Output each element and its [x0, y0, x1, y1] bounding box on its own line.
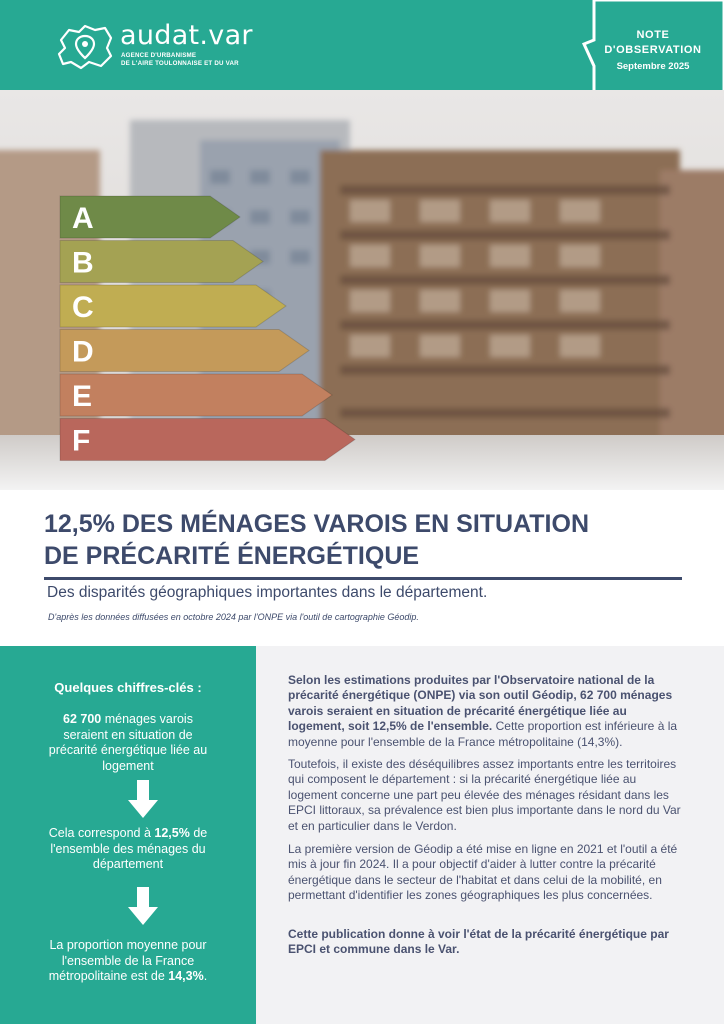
key-figures-heading: Quelques chiffres-clés : [54, 680, 202, 695]
brand-sub-line1: AGENCE D'URBANISME [121, 52, 197, 59]
body-paragraph-2: Toutefois, il existe des déséquilibres assez importants entre les territoires qui composent le département : si la précarité énergétique liée au logement concerne une part peu élevée des ménages résidant dans les EPCI littoraux, sa prévalence est bien plus importante dans le nord du Var et en particulier dans le Verdon. [288, 757, 681, 833]
brand-name: audat.var [120, 20, 253, 51]
body-paragraph-4-bold: Cette publication donne à voir l'état de la précarité énergétique par EPCI et commune dans le Var. [288, 927, 669, 957]
key-figure-value: 14,3% [168, 969, 204, 984]
key-figures-panel [0, 646, 256, 1024]
body-paragraph-1-bold: Selon les estimations produites par l'Observatoire national de la précarité énergétique (ONPE) via son outil Géodip, 62 700 ménages varois seraient en situation de précarité énergétique liée au logement, soit 12,5% de l'ensemble. [288, 673, 673, 734]
key-figure-text: ménages varois seraient en situation de précarité énergétique liée au logement [48, 712, 208, 773]
source-note: D'après les données diffusées en octobre 2024 par l'ONPE via l'outil de cartographie Géodip. [48, 612, 419, 622]
key-figure-households [40, 712, 216, 774]
down-arrow-icon [128, 887, 158, 925]
key-figure-value: 12,5% [154, 826, 190, 840]
body-paragraph-4 [288, 927, 684, 958]
body-paragraph-1-rest: Cette proportion est inférieure à la moyenne pour l'ensemble de la France métropolitaine (14,3%). [288, 719, 678, 749]
title-line1: 12,5% DES MÉNAGES VAROIS EN SITUATION [44, 510, 590, 538]
key-figure-share [40, 826, 216, 873]
title-line2: DE PRÉCARITÉ ÉNERGÉTIQUE [44, 542, 420, 570]
energy-label-arrow-b [60, 241, 263, 283]
energy-label-arrow-d [60, 330, 309, 372]
energy-label-letter: F [72, 424, 91, 458]
body-paragraph-1 [288, 673, 684, 750]
var-map-pin-icon [55, 22, 115, 72]
key-figure-france [40, 938, 216, 985]
key-figure-text: de l'ensemble des ménages du département [50, 826, 208, 872]
energy-label-letter: C [72, 291, 94, 324]
energy-label-arrow-c [60, 285, 286, 327]
brand-subtitle [121, 52, 239, 68]
key-figure-text: La proportion moyenne pour l'ensemble de la France métropolitaine est de [48, 938, 207, 984]
energy-label-arrow-a [60, 196, 240, 238]
page-subtitle: Des disparités géographiques importantes dans le département. [47, 584, 488, 601]
key-figure-value: 62 700 [63, 712, 102, 726]
badge-date: Septembre 2025 [616, 61, 690, 72]
body-paragraph-3: La première version de Géodip a été mise en ligne en 2021 et l'outil a été mis à jour fin 2024. Il a pour objectif d'aider à lutter contre la précarité énergétique dans le secteur de l'habitat et dans celui de la mobilité, en permettant d'identifier les zones géographiques les plus concernées. [288, 842, 678, 903]
hero-image [0, 90, 724, 490]
badge-line1: NOTE [636, 29, 670, 41]
title-divider [44, 577, 682, 580]
note-badge [598, 28, 708, 72]
page-title [44, 508, 684, 572]
badge-line2: D'OBSERVATION [604, 44, 702, 56]
energy-label-letter: B [72, 246, 94, 280]
energy-label-letter: E [72, 380, 93, 413]
down-arrow-icon [128, 780, 158, 818]
energy-label-letter: D [72, 335, 94, 369]
energy-label-letter: A [72, 202, 94, 235]
energy-label-arrow-e [60, 374, 332, 416]
brand-sub-line2: DE L'AIRE TOULONNAISE ET DU VAR [121, 60, 239, 67]
key-figure-text: . [203, 969, 208, 984]
energy-label-arrow-f [60, 419, 355, 461]
key-figure-text: Cela correspond à [48, 826, 155, 840]
